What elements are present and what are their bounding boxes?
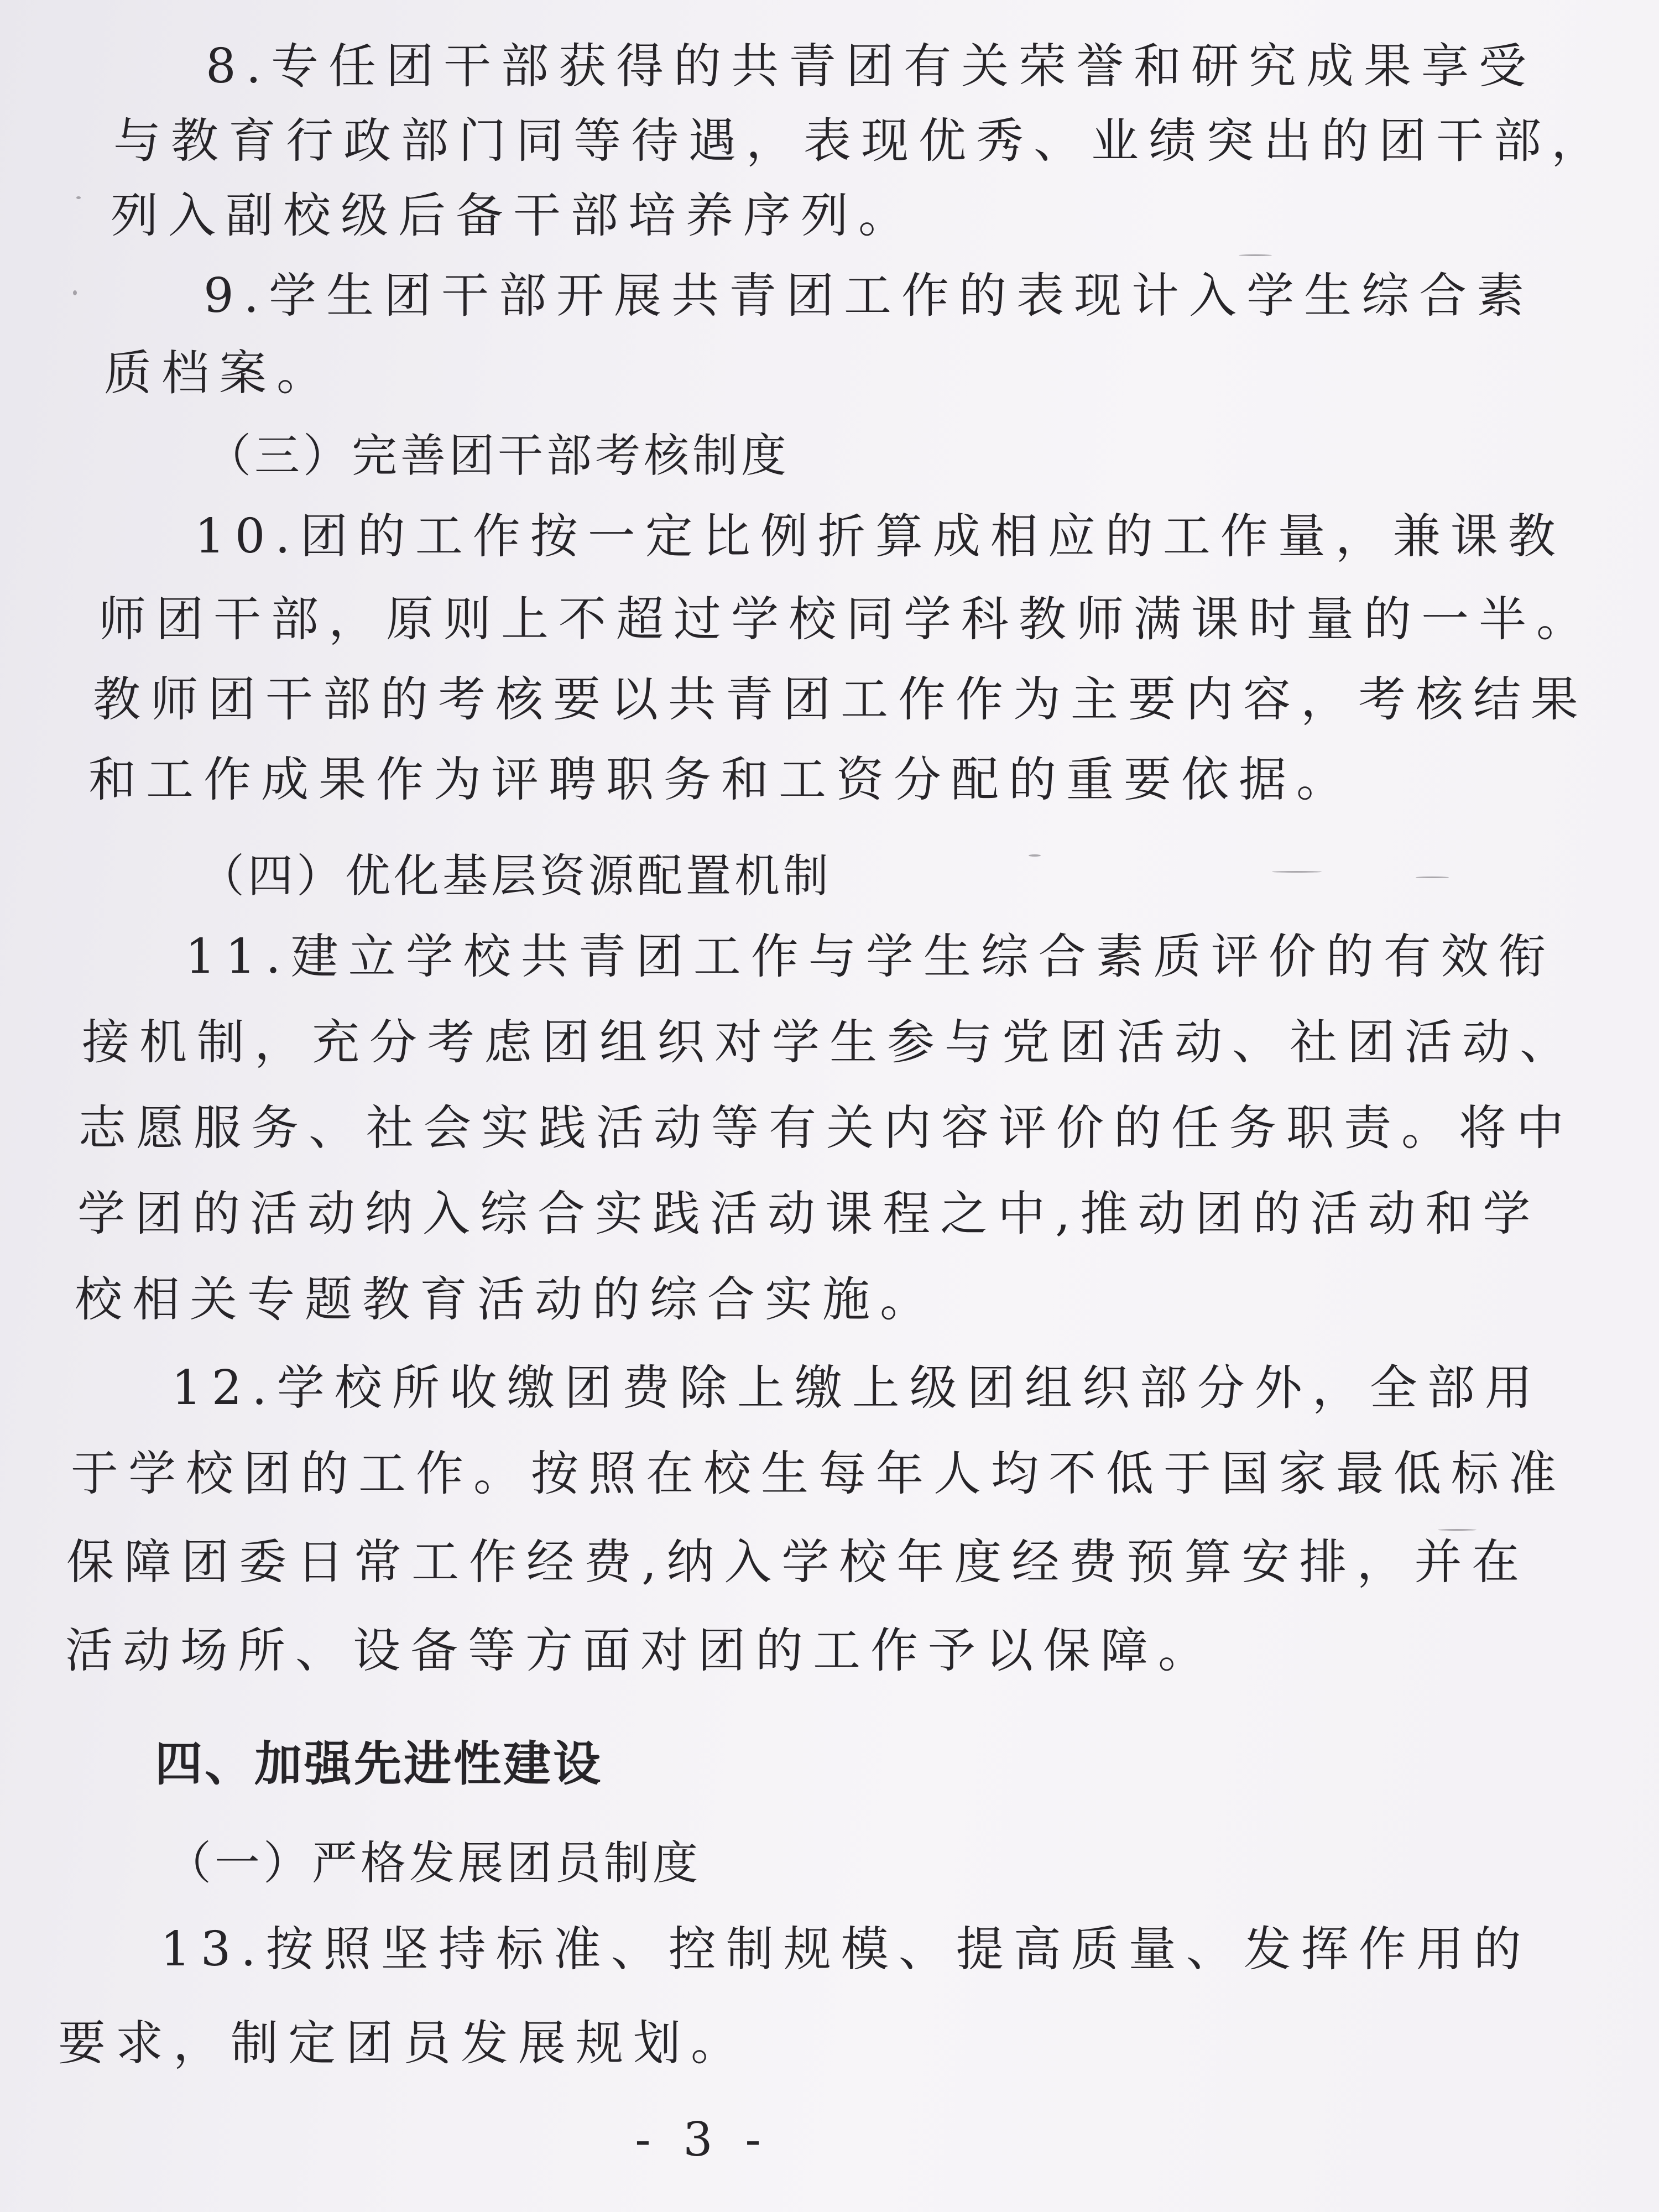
- section-heading-1: （一）严格发展团员制度: [166, 1837, 702, 1890]
- paragraph-9-line-1: 9.学生团干部开展共青团工作的表现计入学生综合素: [204, 268, 1535, 324]
- scan-speck: [1239, 254, 1272, 256]
- paragraph-10-line-1: 10.团的工作按一定比例折算成相应的工作量，兼课教: [195, 509, 1566, 564]
- paragraph-8-line-1: 8.专任团干部获得的共青团有关荣誉和研究成果享受: [206, 39, 1537, 94]
- paragraph-10-line-4: 和工作成果作为评聘职务和工资分配的重要依据。: [88, 752, 1354, 807]
- scan-speck: [1416, 877, 1449, 878]
- paragraph-10-line-2: 师团干部，原则上不超过学校同学科教师满课时量的一半。: [98, 592, 1594, 647]
- major-heading-4: 四、加强先进性建设: [155, 1736, 603, 1792]
- scan-speck: [1272, 871, 1322, 873]
- paragraph-11-line-4: 学团的活动纳入综合实践活动课程之中,推动团的活动和学: [77, 1186, 1541, 1241]
- paragraph-12-line-4: 活动场所、设备等方面对团的工作予以保障。: [65, 1623, 1215, 1678]
- paragraph-13-line-1: 13.按照坚持标准、控制规模、提高质量、发挥作用的: [160, 1922, 1531, 1977]
- page-number: - 3 -: [635, 2112, 770, 2167]
- paragraph-11-line-2: 接机制，充分考虑团组织对学生参与党团活动、社团活动、: [82, 1015, 1577, 1070]
- section-heading-3: （三）完善团干部考核制度: [206, 430, 790, 482]
- paragraph-12-line-3: 保障团委日常工作经费,纳入学校年度经费预算安排，并在: [66, 1535, 1530, 1590]
- paragraph-13-line-2: 要求，制定团员发展规划。: [58, 2016, 748, 2071]
- section-heading-4: （四）优化基层资源配置机制: [199, 850, 832, 902]
- paragraph-8-line-3: 列入副校级后备干部培养序列。: [111, 188, 916, 243]
- paragraph-11-line-1: 11.建立学校共青团工作与学生综合素质评价的有效衔: [185, 929, 1556, 984]
- paragraph-8-line-2: 与教育行政部门同等待遇，表现优秀、业绩突出的团干部，: [113, 113, 1609, 169]
- paragraph-12-line-1: 12.学校所收缴团费除上缴上级团组织部分外，全部用: [171, 1360, 1542, 1416]
- scan-speck: [73, 290, 77, 295]
- paragraph-9-line-2: 质档案。: [104, 346, 334, 401]
- scan-speck: [1029, 854, 1041, 857]
- scan-speck: [1438, 1529, 1477, 1531]
- paragraph-10-line-3: 教师团干部的考核要以共青团工作作为主要内容，考核结果: [93, 672, 1588, 727]
- paragraph-11-line-5: 校相关专题教育活动的综合实施。: [75, 1272, 937, 1327]
- scan-speck: [76, 196, 81, 199]
- paragraph-12-line-2: 于学校团的工作。按照在校生每年人均不低于国家最低标准: [71, 1446, 1566, 1501]
- paragraph-11-line-3: 志愿服务、社会实践活动等有关内容评价的任务职责。将中: [79, 1100, 1574, 1156]
